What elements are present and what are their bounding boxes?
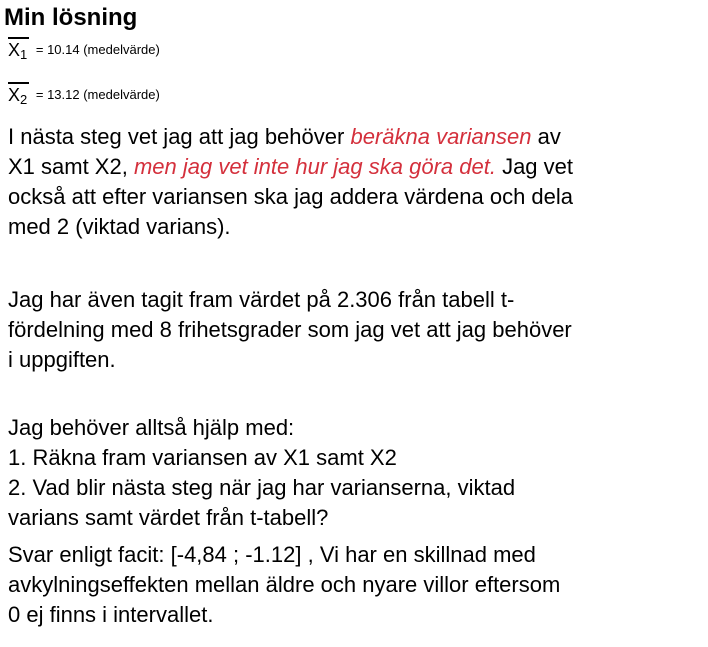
paragraph-help-list xyxy=(8,413,706,533)
x2-symbol: X xyxy=(8,85,21,105)
page-title: Min lösning xyxy=(4,4,138,31)
paragraph1-line4: med 2 (viktad varians). xyxy=(8,214,231,239)
x2-subscript: 2 xyxy=(20,92,28,107)
paragraph1-line2 xyxy=(8,152,706,182)
p1-l1-text-a: I nästa steg vet jag att jag behöver xyxy=(8,124,351,149)
paragraph-t-distribution xyxy=(8,285,706,375)
paragraph2-line1: Jag har även tagit fram värdet på 2.306 från tabell t- xyxy=(8,287,515,312)
x2-mean-value: = 13.12 (medelvärde) xyxy=(35,87,160,102)
x1-bar-symbol xyxy=(8,37,29,61)
answer-line3: 0 ej finns i intervallet. xyxy=(8,602,214,627)
x2-bar-symbol xyxy=(8,82,29,106)
paragraph-next-step xyxy=(8,122,706,242)
help-item-2-line1: 2. Vad blir nästa steg när jag har varianserna, viktad xyxy=(8,475,516,500)
p1-l1-text-b: av xyxy=(531,124,561,149)
help-item-2-line2: varians samt värdet från t-tabell? xyxy=(8,505,329,530)
help-item-1: 1. Räkna fram variansen av X1 samt X2 xyxy=(8,445,397,470)
help-intro: Jag behöver alltså hjälp med: xyxy=(8,415,295,440)
p1-l2-text-a: X1 samt X2, xyxy=(8,154,134,179)
mean-x1-line xyxy=(8,37,160,61)
answer-line1: Svar enligt facit: [-4,84 ; -1.12] , Vi har en skillnad med xyxy=(8,542,536,567)
p1-l1-highlight: beräkna variansen xyxy=(350,124,532,149)
paragraph-answer xyxy=(8,540,706,630)
answer-line2: avkylningseffekten mellan äldre och nyare villor eftersom xyxy=(8,572,561,597)
p1-l2-text-b: Jag vet xyxy=(495,154,573,179)
x1-symbol: X xyxy=(8,40,21,60)
x1-mean-value: = 10.14 (medelvärde) xyxy=(35,42,160,57)
p1-l2-highlight: men jag vet inte hur jag ska göra det. xyxy=(133,154,496,179)
paragraph2-line2: fördelning med 8 frihetsgrader som jag vet att jag behöver xyxy=(8,317,572,342)
paragraph1-line1 xyxy=(8,122,706,152)
x1-subscript: 1 xyxy=(20,47,28,62)
mean-x2-line xyxy=(8,82,160,106)
paragraph2-line3: i uppgiften. xyxy=(8,347,116,372)
paragraph1-line3: också att efter variansen ska jag addera värdena och dela xyxy=(8,184,574,209)
